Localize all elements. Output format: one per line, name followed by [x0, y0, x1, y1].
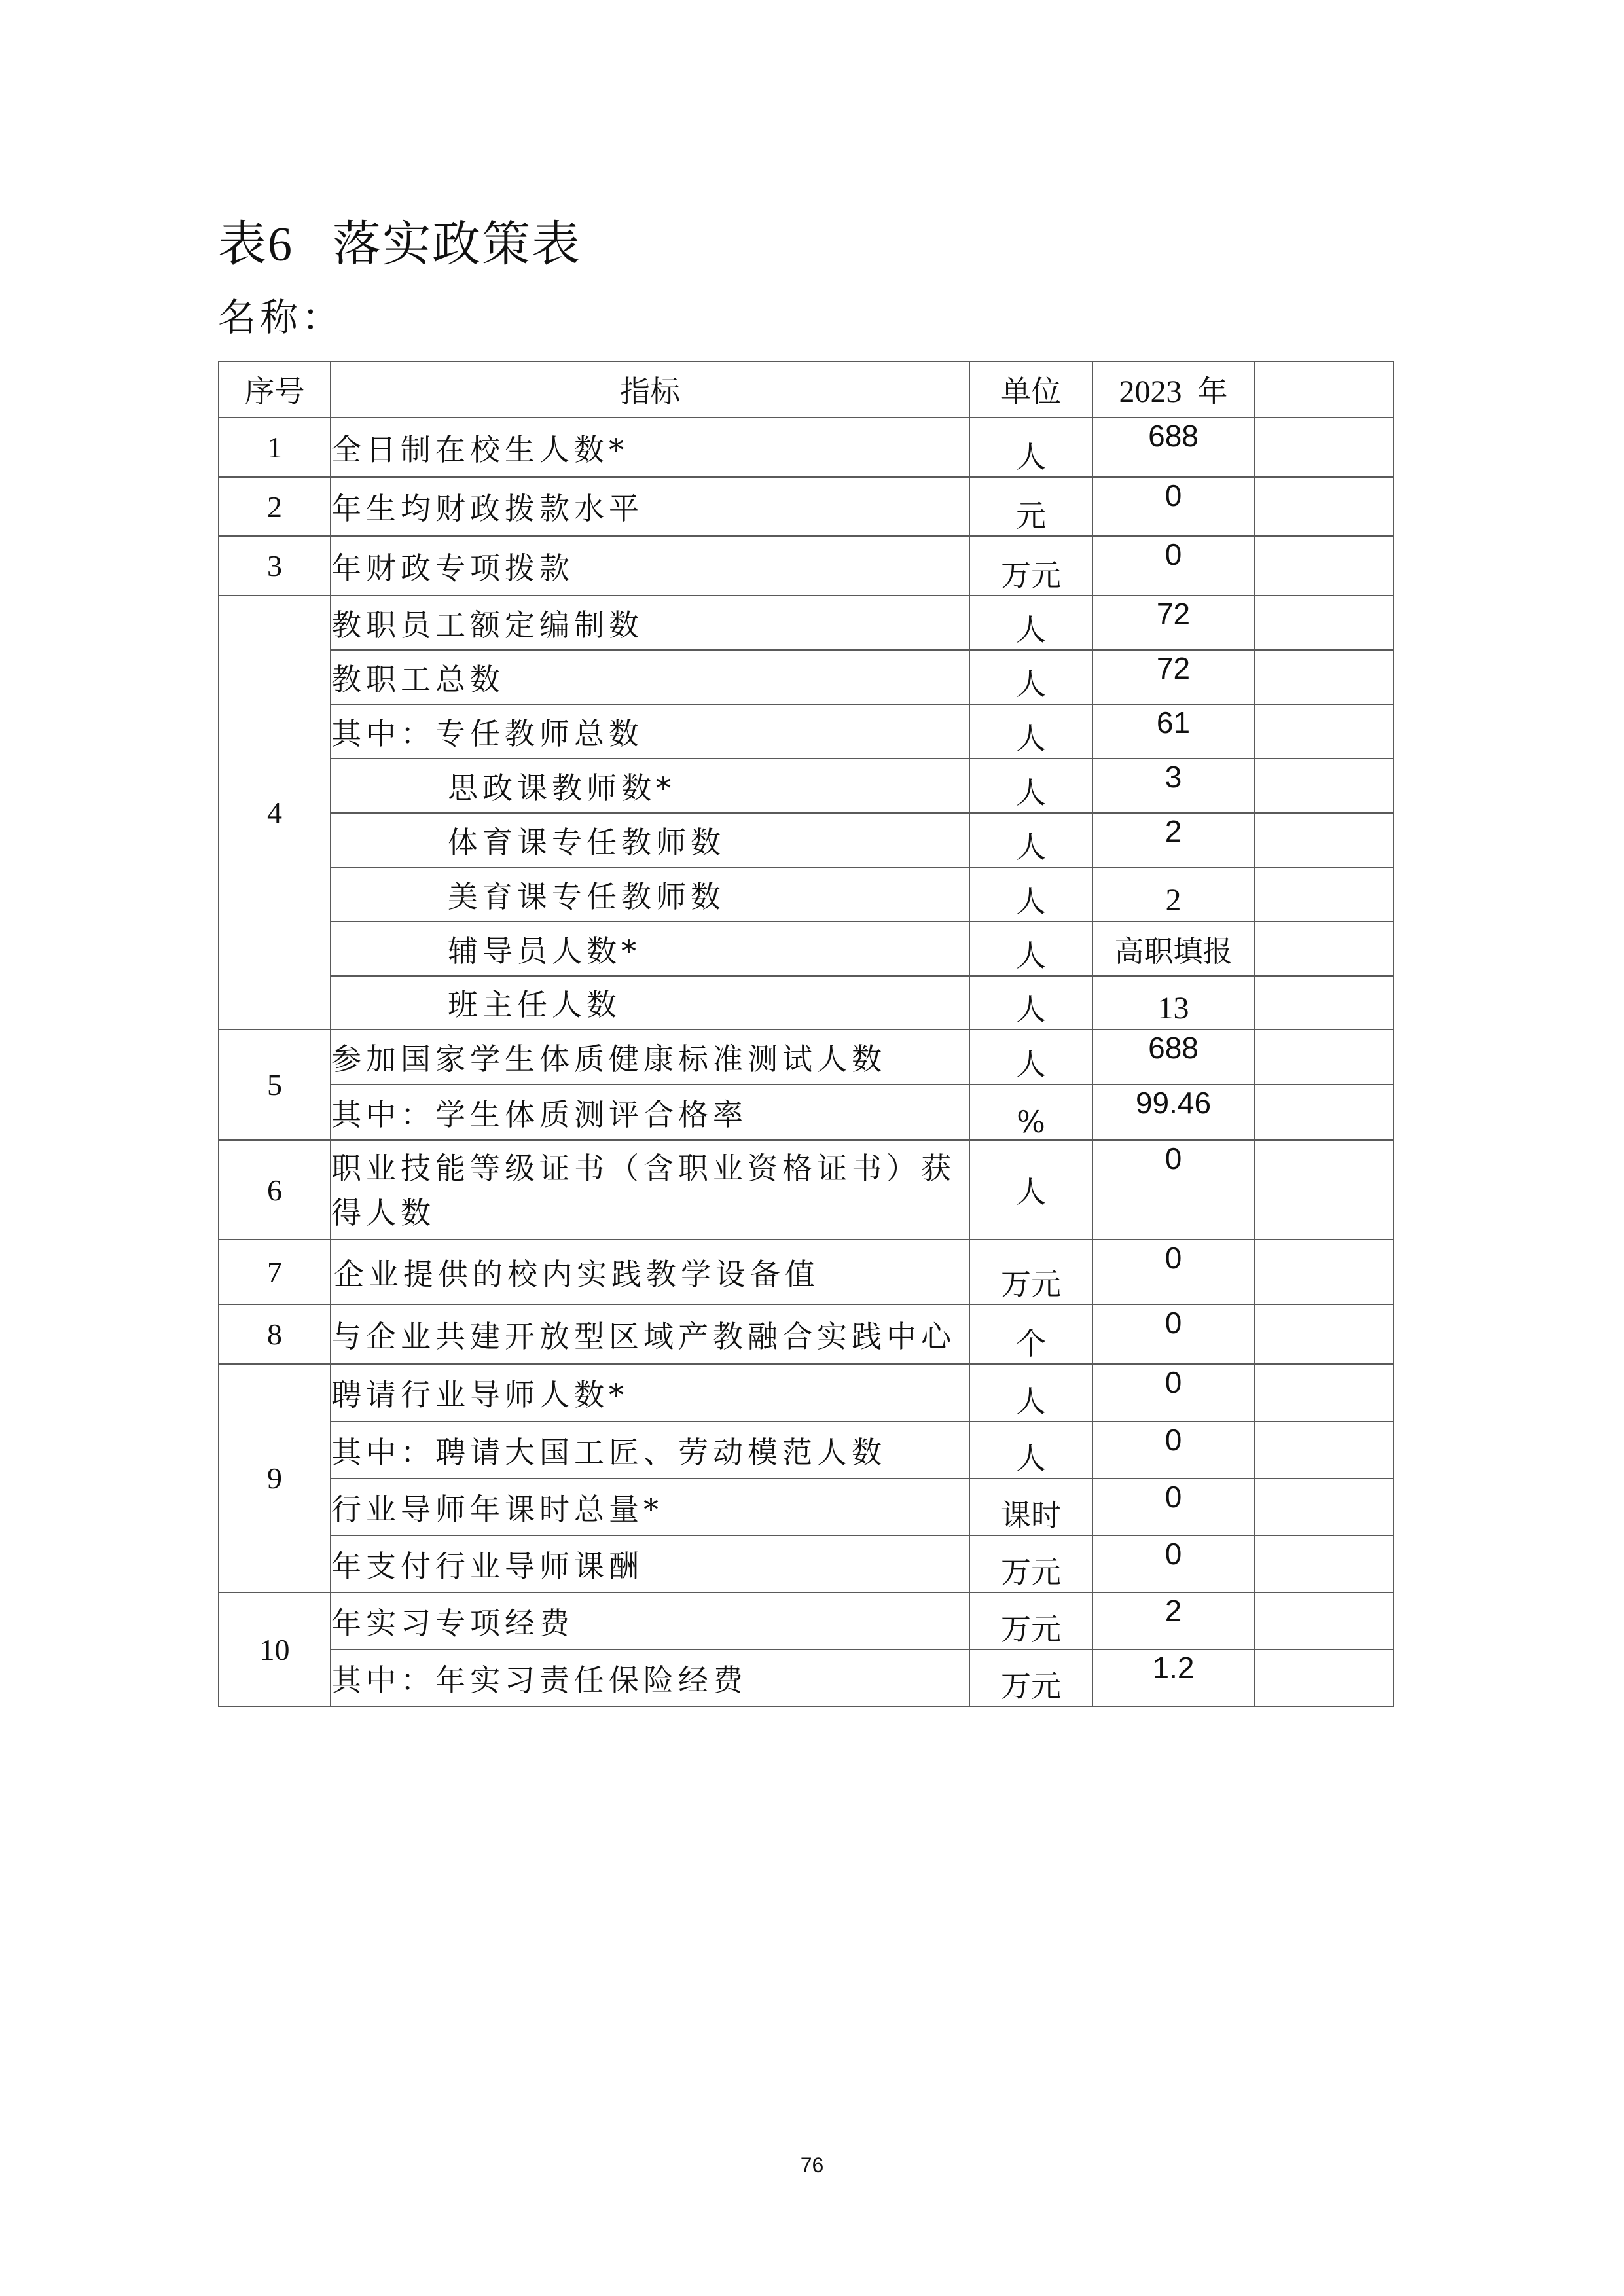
value-cell: 688 [1092, 1030, 1254, 1085]
unit-cell: 人 [969, 1030, 1092, 1085]
table-row [219, 813, 1394, 867]
indicator-cell: 聘请行业导师人数* [331, 1364, 969, 1422]
extra-cell [1254, 1140, 1394, 1240]
row-number: 3 [219, 536, 331, 596]
header-extra [1254, 361, 1394, 418]
indicator-cell: 其中：学生体质测评合格率 [331, 1085, 969, 1140]
value-cell: 0 [1092, 536, 1254, 596]
indicator-cell: 其中：年实习责任保险经费 [331, 1649, 969, 1706]
table-row [219, 1085, 1394, 1140]
row-number: 6 [219, 1140, 331, 1240]
row-number: 2 [219, 477, 331, 536]
name-label: 名称： [218, 295, 344, 340]
unit-cell: 个 [969, 1304, 1092, 1364]
indicator-cell: 辅导员人数* [331, 922, 969, 976]
indicator-cell: 行业导师年课时总量* [331, 1479, 969, 1535]
unit-cell: 人 [969, 976, 1092, 1030]
indicator-cell: 年支付行业导师课酬 [331, 1535, 969, 1592]
unit-cell: 人 [969, 867, 1092, 922]
value-cell: 72 [1092, 596, 1254, 650]
extra-cell [1254, 596, 1394, 650]
header-row [219, 361, 1394, 418]
unit-cell: 人 [969, 759, 1092, 813]
indicator-cell: 职业技能等级证书（含职业资格证书）获得人数 [331, 1140, 969, 1240]
table-title [218, 208, 581, 281]
indicator-cell: 教职员工额定编制数 [331, 596, 969, 650]
extra-cell [1254, 650, 1394, 704]
extra-cell [1254, 759, 1394, 813]
value-cell: 0 [1092, 477, 1254, 536]
extra-cell [1254, 418, 1394, 477]
row-number: 7 [219, 1240, 331, 1304]
unit-cell: 元 [969, 477, 1092, 536]
extra-cell [1254, 536, 1394, 596]
table-row [219, 650, 1394, 704]
unit-cell: 课时 [969, 1479, 1092, 1535]
header-year-suffix: 年 [1197, 374, 1228, 409]
value-cell: 0 [1092, 1364, 1254, 1422]
header-indicator: 指标 [331, 361, 969, 418]
unit-cell: 人 [969, 418, 1092, 477]
unit-cell: 人 [969, 596, 1092, 650]
value-cell: 0 [1092, 1240, 1254, 1304]
table-row [219, 1649, 1394, 1706]
unit-cell: % [969, 1085, 1092, 1140]
value-cell: 13 [1092, 976, 1254, 1030]
extra-cell [1254, 1592, 1394, 1649]
extra-cell [1254, 1085, 1394, 1140]
table-row [219, 1364, 1394, 1422]
value-cell: 0 [1092, 1140, 1254, 1240]
unit-cell: 人 [969, 650, 1092, 704]
row-number: 1 [219, 418, 331, 477]
extra-cell [1254, 922, 1394, 976]
header-no: 序号 [219, 361, 331, 418]
extra-cell [1254, 1240, 1394, 1304]
unit-cell: 万元 [969, 536, 1092, 596]
extra-cell [1254, 1535, 1394, 1592]
header-year-number: 2023 [1119, 374, 1182, 409]
indicator-cell: 体育课专任教师数 [331, 813, 969, 867]
unit-cell: 人 [969, 922, 1092, 976]
table-row [219, 1422, 1394, 1479]
extra-cell [1254, 976, 1394, 1030]
unit-cell: 人 [969, 1364, 1092, 1422]
value-cell: 0 [1092, 1422, 1254, 1479]
table-title-number: 6 [268, 218, 293, 272]
table-row [219, 1479, 1394, 1535]
extra-cell [1254, 1422, 1394, 1479]
header-year [1092, 361, 1254, 418]
unit-cell: 万元 [969, 1535, 1092, 1592]
value-cell: 61 [1092, 704, 1254, 759]
unit-cell: 人 [969, 813, 1092, 867]
row-number: 10 [219, 1592, 331, 1706]
table-row [219, 759, 1394, 813]
indicator-cell: 其中：聘请大国工匠、劳动模范人数 [331, 1422, 969, 1479]
indicator-cell: 年生均财政拨款水平 [331, 477, 969, 536]
table-row [219, 596, 1394, 650]
value-cell: 688 [1092, 418, 1254, 477]
row-number: 5 [219, 1030, 331, 1140]
extra-cell [1254, 813, 1394, 867]
extra-cell [1254, 1364, 1394, 1422]
extra-cell [1254, 1304, 1394, 1364]
value-cell: 1.2 [1092, 1649, 1254, 1706]
value-cell: 72 [1092, 650, 1254, 704]
indicator-cell: 其中：专任教师总数 [331, 704, 969, 759]
indicator-cell: 企业提供的校内实践教学设备值 [331, 1240, 969, 1304]
unit-cell: 人 [969, 704, 1092, 759]
extra-cell [1254, 1479, 1394, 1535]
table-row [219, 976, 1394, 1030]
value-cell: 99.46 [1092, 1085, 1254, 1140]
page-number: 76 [800, 2153, 824, 2177]
indicator-cell: 美育课专任教师数 [331, 867, 969, 922]
table-row [219, 536, 1394, 596]
table-row [219, 1535, 1394, 1592]
value-cell: 高职填报 [1092, 922, 1254, 976]
unit-cell: 万元 [969, 1649, 1092, 1706]
indicator-cell: 年财政专项拨款 [331, 536, 969, 596]
header-unit: 单位 [969, 361, 1092, 418]
extra-cell [1254, 704, 1394, 759]
table-row [219, 477, 1394, 536]
value-cell: 0 [1092, 1479, 1254, 1535]
table-row [219, 418, 1394, 477]
indicator-cell: 教职工总数 [331, 650, 969, 704]
unit-cell: 万元 [969, 1592, 1092, 1649]
indicator-cell: 与企业共建开放型区域产教融合实践中心 [331, 1304, 969, 1364]
indicator-cell: 思政课教师数* [331, 759, 969, 813]
extra-cell [1254, 1649, 1394, 1706]
table-row [219, 1140, 1394, 1240]
policy-table [218, 361, 1394, 1707]
indicator-cell: 年实习专项经费 [331, 1592, 969, 1649]
value-cell: 3 [1092, 759, 1254, 813]
table-row [219, 704, 1394, 759]
table-row [219, 1240, 1394, 1304]
unit-cell: 人 [969, 1422, 1092, 1479]
extra-cell [1254, 477, 1394, 536]
table-row [219, 1592, 1394, 1649]
row-number: 9 [219, 1364, 331, 1592]
unit-cell: 人 [969, 1140, 1092, 1240]
extra-cell [1254, 1030, 1394, 1085]
indicator-cell: 班主任人数 [331, 976, 969, 1030]
value-cell: 2 [1092, 867, 1254, 922]
table-row [219, 1030, 1394, 1085]
extra-cell [1254, 867, 1394, 922]
unit-cell: 万元 [969, 1240, 1092, 1304]
indicator-cell: 全日制在校生人数* [331, 418, 969, 477]
row-number: 4 [219, 596, 331, 1030]
table-row [219, 867, 1394, 922]
value-cell: 2 [1092, 813, 1254, 867]
indicator-cell: 参加国家学生体质健康标准测试人数 [331, 1030, 969, 1085]
table-title-prefix: 表 [218, 216, 268, 272]
value-cell: 2 [1092, 1592, 1254, 1649]
table-row [219, 922, 1394, 976]
value-cell: 0 [1092, 1535, 1254, 1592]
table-title-text: 落实政策表 [333, 216, 581, 272]
table-row [219, 1304, 1394, 1364]
value-cell: 0 [1092, 1304, 1254, 1364]
row-number: 8 [219, 1304, 331, 1364]
